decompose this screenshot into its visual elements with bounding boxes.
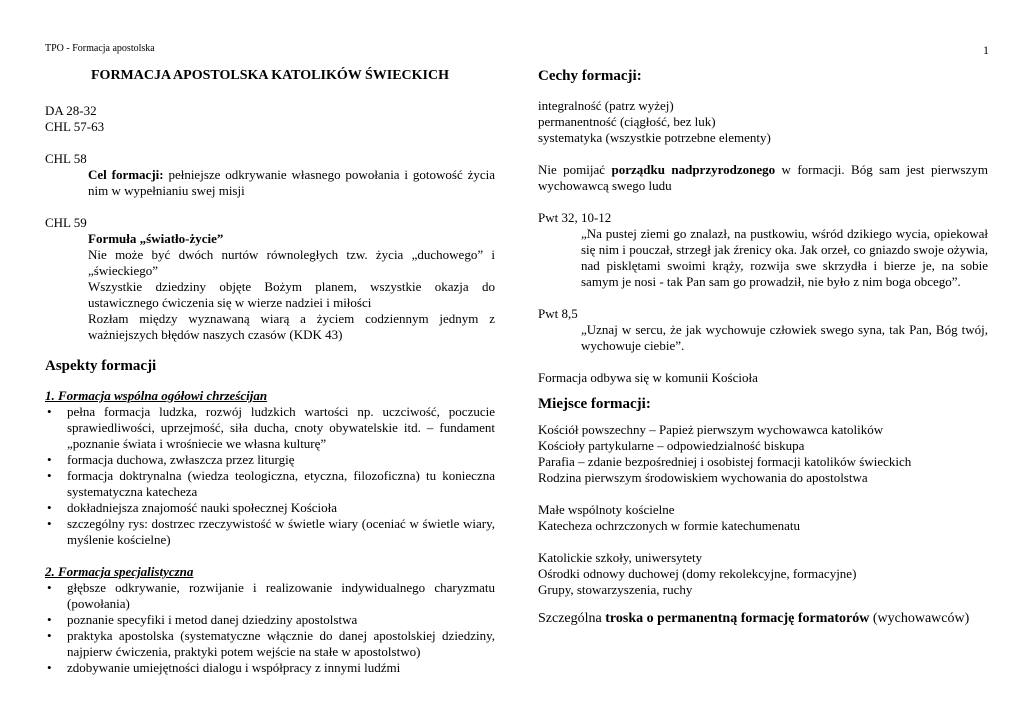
place-item: Grupy, stowarzyszenia, ruchy [538, 582, 693, 597]
supernatural-paragraph [538, 162, 988, 194]
formula-label: Formuła „światło-życie” [88, 231, 224, 246]
goal-label: Cel formacji: [88, 167, 164, 182]
page-number: 1 [983, 43, 989, 57]
ref-pwt8: Pwt 8,5 [538, 306, 578, 321]
running-title: TPO - Formacja apostolska [45, 43, 155, 54]
closing-bold: troska o permanentną formację formatorów [605, 611, 870, 626]
place-item: Parafia – zdanie bezpośredniej i osobistej formacji katolików świeckich [538, 454, 912, 469]
document-title: FORMACJA APOSTOLSKA KATOLIKÓW ŚWIECKICH [91, 68, 449, 83]
left-column [45, 64, 495, 676]
section1-list [45, 404, 495, 548]
list-item: • poznanie specyfiki i metod danej dziedziny apostolstwa [45, 612, 495, 628]
closing-pre: Szczególna [538, 611, 606, 626]
place-item: Katecheza ochrzczonych w formie katechumenatu [538, 518, 801, 533]
section1-heading: 1. Formacja wspólna ogółowi chrześcijan [45, 388, 268, 403]
list-item: • głębsze odkrywanie, rozwijanie i realizowanie indywidualnego charyzmatu (powołania) [45, 580, 495, 612]
places-heading: Miejsce formacji: [538, 396, 651, 412]
supernatural-bold: porządku nadprzyrodzonego [611, 162, 776, 177]
list-item: • pełna formacja ludzka, rozwój ludzkich wartości np. uczciwość, poczucie sprawiedliwości, uprzejmość, siła ducha, cnoty obywatelskie itd. – fundament „poznanie świata i wrośniecie we własna kulturę” [45, 404, 495, 452]
formula-line: Wszystkie dziedziny objęte Bożym planem, wszystkie okazja do ustawicznego ćwiczenia się w wierze nadziei i miłości [88, 279, 495, 310]
ref-chl58: CHL 58 [45, 151, 87, 166]
formula-line: Nie może być dwóch nurtów równoległych tzw. życia „duchowego” i „świeckiego” [88, 247, 495, 278]
feature-item: integralność (patrz wyżej) [538, 98, 674, 113]
place-item: Małe wspólnoty kościelne [538, 502, 675, 517]
ref-da: DA 28-32 [45, 103, 97, 118]
list-item: • formacja doktrynalna (wiedza teologiczna, etyczna, filozoficzna) tu konieczna systematyczna katecheza [45, 468, 495, 500]
list-item: • dokładniejsza znajomość nauki społecznej Kościoła [45, 500, 495, 516]
features-heading: Cechy formacji: [538, 68, 642, 84]
right-column [538, 64, 988, 627]
goal-paragraph [88, 167, 495, 199]
place-item: Katolickie szkoły, uniwersytety [538, 550, 703, 565]
supernatural-post: w formacji. Bóg sam jest pierwszym wychowawcą swego ludu [538, 162, 988, 193]
goal-text: pełniejsze odkrywanie własnego powołania i gotowość życia nim w wypełnianiu swej misji [88, 167, 495, 198]
list-item: • formacja duchowa, zwłaszcza przez liturgię [45, 452, 495, 468]
formula-line: Rozłam między wyznawaną wiarą a życiem codziennym jednym z ważniejszych błędów naszych czasów (KDK 43) [88, 311, 495, 342]
place-item: Rodzina pierwszym środowiskiem wychowania do apostolstwa [538, 470, 868, 485]
community-text: Formacja odbywa się w komunii Kościoła [538, 370, 758, 385]
list-item: • szczególny rys: dostrzec rzeczywistość w świetle wiary (oceniać w świetle wiary, myślenie kościelne) [45, 516, 495, 548]
place-item: Ośrodki odnowy duchowej (domy rekolekcyjne, formacyjne) [538, 566, 857, 581]
section2-heading: 2. Formacja specjalistyczna [45, 564, 194, 579]
section2-list [45, 580, 495, 676]
ref-pwt32: Pwt 32, 10-12 [538, 210, 612, 225]
quote-pwt8: „Uznaj w sercu, że jak wychowuje człowiek swego syna, tak Pan, Bóg twój, wychowuje ciebie”. [581, 322, 988, 353]
aspects-heading: Aspekty formacji [45, 358, 157, 374]
place-item: Kościół powszechny – Papież pierwszym wychowawca katolików [538, 422, 884, 437]
closing-paragraph [538, 611, 988, 627]
list-item: • zdobywanie umiejętności dialogu i współpracy z innymi ludźmi [45, 660, 495, 676]
quote-pwt32: „Na pustej ziemi go znalazł, na pustkowiu, wśród dzikiego wycia, opiekował się nim i pouczał, strzegł jak źrenicy oka. Jak orzeł, co gniazdo swoje ożywia, nad pisklętami swoimi krąży, rozwija swe skrzydła i bierze je, na sobie samym je nosi - tak Pan sam go prowadził, nie było z nim boga obcego”. [581, 226, 988, 289]
supernatural-pre: Nie pomijać [538, 162, 612, 177]
ref-chl59: CHL 59 [45, 215, 87, 230]
feature-item: permanentność (ciągłość, bez luk) [538, 114, 716, 129]
place-item: Kościoły partykularne – odpowiedzialność biskupa [538, 438, 805, 453]
list-item: • praktyka apostolska (systematyczne włącznie do danej apostolskiej dziedziny, najpierw ćwiczenia, praktyki potem wejście na stałe w apostolstwo) [45, 628, 495, 660]
feature-item: systematyka (wszystkie potrzebne elementy) [538, 130, 771, 145]
closing-post: (wychowawców) [869, 611, 970, 626]
ref-chl: CHL 57-63 [45, 119, 105, 134]
